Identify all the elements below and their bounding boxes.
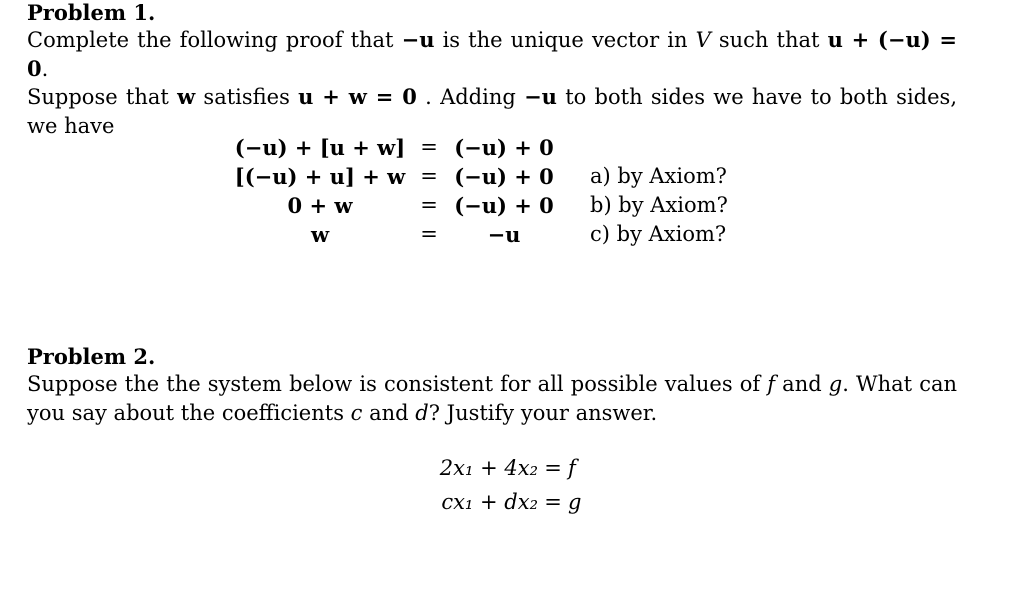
- problem1-heading: Problem 1.: [27, 0, 156, 25]
- system-lhs: 2x₁ + 4x₂: [439, 456, 538, 480]
- system-lhs: cx₁ + dx₂: [441, 490, 538, 514]
- equation-lhs: (−u) + [u + w]: [234, 135, 406, 160]
- equation-relation: =: [420, 135, 438, 159]
- problem2-var-d: d: [415, 400, 429, 425]
- equation-relation: =: [420, 193, 438, 217]
- system-rhs: f: [568, 456, 576, 480]
- equation-rhs: (−u) + 0: [454, 193, 554, 218]
- system-rhs: g: [568, 490, 582, 514]
- system-relation: =: [544, 456, 562, 480]
- equation-lhs: 0 + w: [287, 193, 353, 218]
- problem2-heading: Problem 2.: [27, 344, 156, 369]
- equation-note: c) by Axiom?: [590, 222, 727, 246]
- problem1-line1-V: V: [695, 28, 711, 52]
- problem1-statement: [27, 26, 957, 140]
- problem1-line2-equation: u + w = 0: [298, 84, 417, 109]
- problem1-line2-neg-u: −u: [524, 84, 557, 109]
- problem1-line1-neg-u: −u: [401, 27, 435, 52]
- problem1-line1-text-a: Complete the following proof that: [27, 28, 402, 52]
- problem1-line1-equation: u + (−u) = 0: [27, 27, 957, 81]
- problem1-line1-period: .: [41, 56, 49, 81]
- problem1-line2-text-c: . Adding: [416, 85, 525, 109]
- problem2-statement: [27, 370, 957, 427]
- problem1-line2-text-a: Suppose that: [27, 85, 178, 109]
- equation-note: b) by Axiom?: [590, 193, 728, 217]
- problem1-line1-text-c: such that: [710, 28, 828, 52]
- equation-relation: =: [420, 222, 438, 246]
- problem2-text-d: and: [362, 400, 416, 425]
- problem2-var-f: f: [767, 372, 776, 396]
- equation-lhs: [(−u) + u] + w: [234, 164, 406, 189]
- problem1-line2-w: w: [177, 84, 196, 109]
- problem2-var-g: g: [828, 372, 843, 396]
- problem2-text-b: and: [775, 372, 829, 396]
- equation-rhs: −u: [487, 222, 521, 247]
- problem1-line2-text-d: to both sides we have to both sides, we have: [27, 85, 957, 138]
- equation-relation: =: [420, 164, 438, 188]
- problem2-var-c: c: [350, 400, 363, 425]
- problem2-text-c: . What can you say about the coefficients: [27, 372, 958, 425]
- problem2-text-e: ? Justify your answer.: [428, 400, 658, 425]
- system-relation: =: [544, 490, 562, 514]
- equation-rhs: (−u) + 0: [454, 164, 554, 189]
- problem1-line2-text-b: satisfies: [195, 85, 299, 109]
- equation-rhs: (−u) + 0: [454, 135, 554, 160]
- equation-note: a) by Axiom?: [590, 164, 727, 188]
- problem1-line1-text-b: is the unique vector in: [434, 28, 696, 52]
- equation-lhs: w: [310, 222, 330, 247]
- problem2-text-a: Suppose the the system below is consistent for all possible values of: [27, 372, 768, 396]
